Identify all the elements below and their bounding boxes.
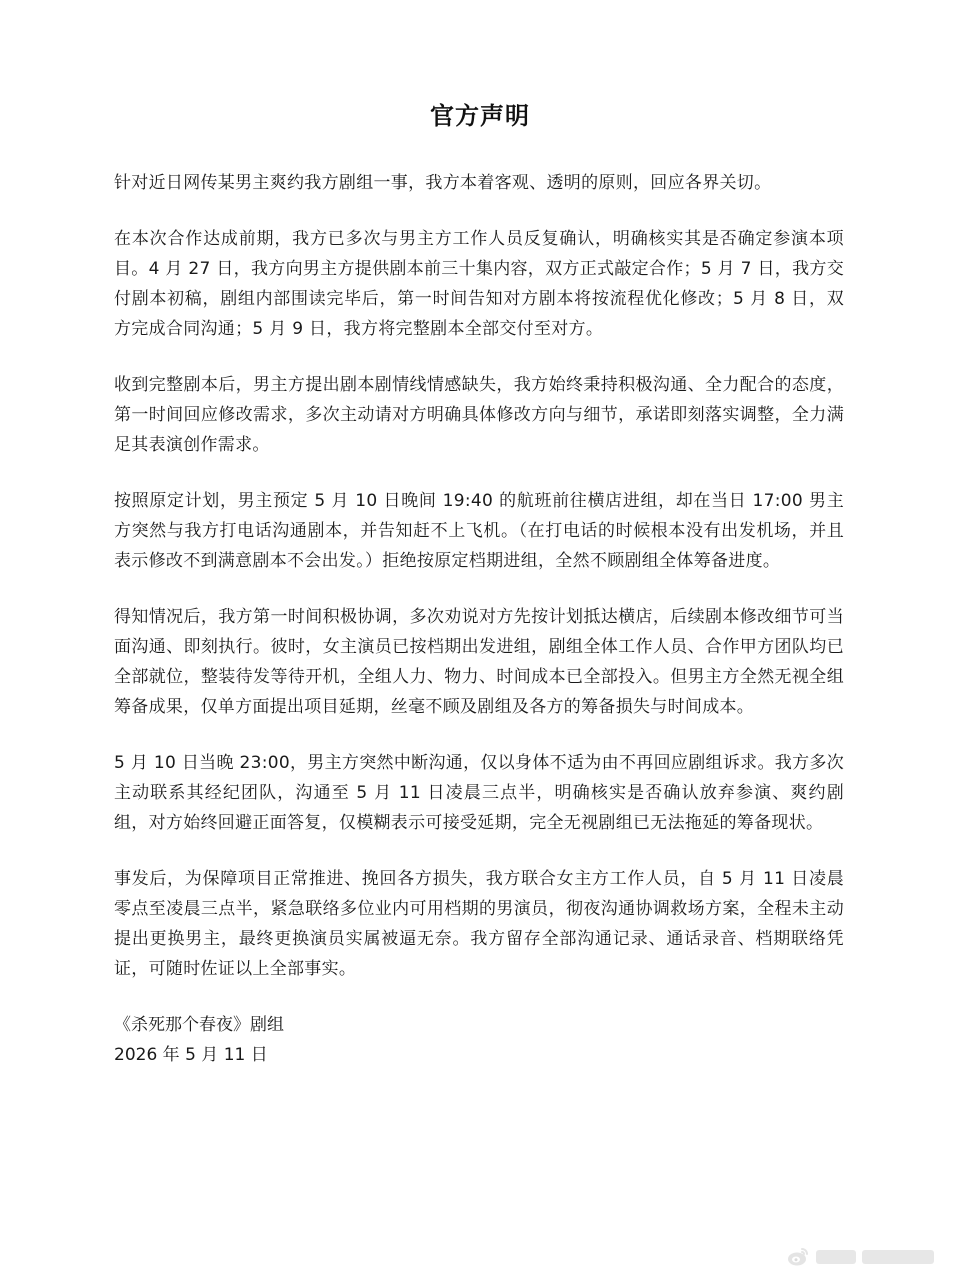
paragraph-intro: 针对近日网传某男主爽约我方剧组一事，我方本着客观、透明的原则，回应各界关切。: [114, 173, 772, 193]
paragraph-flight-plan: 按照原定计划，男主预定 5 月 10 日晚间 19:40 的航班前往横店进组，却在当日 17:00 男主方突然与我方打电话沟通剧本，并告知赶不上飞机。（在打电话的时候根本没有出发机场，并且表示修改不到满意剧本不会出发。）拒绝按原定档期进组，全然不顾剧组全体筹备进度。: [114, 491, 844, 571]
weibo-logo-icon: [786, 1245, 810, 1269]
watermark-text-block: [862, 1250, 934, 1264]
signature-date: 2026 年 5 月 11 日: [114, 1045, 268, 1065]
paragraph-communication-break: 5 月 10 日当晚 23:00，男主方突然中断沟通，仅以身体不适为由不再回应剧组诉求。我方多次主动联系其经纪团队，沟通至 5 月 11 日凌晨三点半，明确核实是否确认放弃参演、爽约剧组，对方始终回避正面答复，仅模糊表示可接受延期，完全无视剧组已无法拖延的筹备现状。: [114, 753, 844, 833]
signature: 《杀死那个春夜》剧组: [114, 1015, 284, 1035]
paragraph-script-revision: 收到完整剧本后，男主方提出剧本剧情线情感缺失，我方始终秉持积极沟通、全力配合的态度，第一时间回应修改需求，多次主动请对方明确具体修改方向与细节，承诺即刻落实调整，全力满足其表演创作需求。: [114, 375, 844, 455]
document-body: [114, 168, 844, 1070]
paragraph-coordination: 得知情况后，我方第一时间积极协调，多次劝说对方先按计划抵达横店，后续剧本修改细节可当面沟通、即刻执行。彼时，女主演员已按档期出发进组，剧组全体工作人员、合作甲方团队均已全部就位，整装待发等待开机，全组人力、物力、时间成本已全部投入。但男主方全然无视全组筹备成果，仅单方面提出项目延期，丝毫不顾及剧组及各方的筹备损失与时间成本。: [114, 607, 844, 717]
paragraph-timeline: 在本次合作达成前期，我方已多次与男主方工作人员反复确认，明确核实其是否确定参演本项目。4 月 27 日，我方向男主方提供剧本前三十集内容，双方正式敲定合作；5 月 7 日，我方交付剧本初稿，剧组内部围读完毕后，第一时间告知对方剧本将按流程优化修改；5 月 8 日，双方完成合同沟通；5 月 9 日，我方将完整剧本全部交付至对方。: [114, 229, 844, 339]
watermark-text-block: [816, 1250, 856, 1264]
paragraph-aftermath: 事发后，为保障项目正常推进、挽回各方损失，我方联合女主方工作人员，自 5 月 11 日凌晨零点至凌晨三点半，紧急联络多位业内可用档期的男演员，彻夜沟通协调救场方案，全程未主动提出更换男主，最终更换演员实属被逼无奈。我方留存全部沟通记录、通话录音、档期联络凭证，可随时佐证以上全部事实。: [114, 869, 844, 979]
watermark: [786, 1242, 946, 1272]
document-title: 官方声明: [430, 102, 530, 130]
